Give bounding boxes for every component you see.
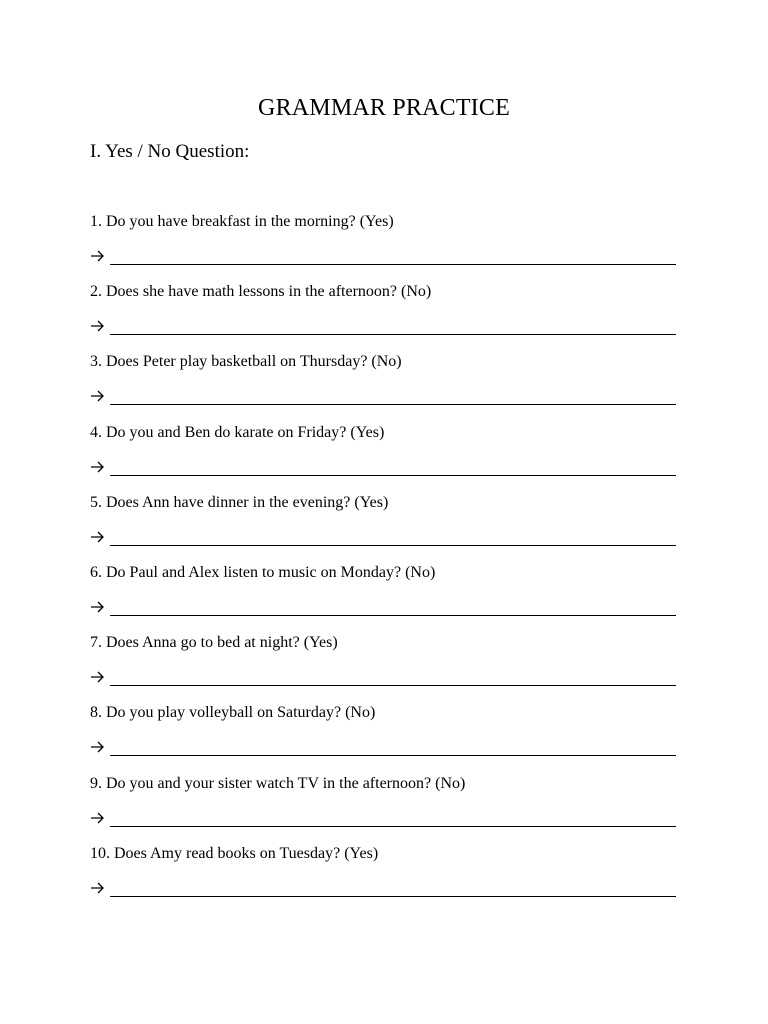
question-text: 4. Do you and Ben do karate on Friday? (Yes) [90, 423, 385, 441]
page-title: GRAMMAR PRACTICE [258, 95, 510, 121]
question-item [90, 563, 676, 633]
question-item [90, 493, 676, 563]
answer-row [90, 879, 676, 899]
arrow-right-icon [90, 249, 106, 263]
question-text: 6. Do Paul and Alex listen to music on Monday? (No) [90, 563, 436, 581]
answer-row [90, 809, 676, 829]
arrow-right-icon [90, 670, 106, 684]
arrow-right-icon [90, 389, 106, 403]
question-item [90, 703, 676, 773]
arrow-right-icon [90, 600, 106, 614]
answer-line[interactable] [110, 896, 676, 897]
question-item [90, 423, 676, 493]
arrow-right-icon [90, 319, 106, 333]
question-list [90, 212, 676, 914]
question-text: 1. Do you have breakfast in the morning? (Yes) [90, 213, 394, 230]
answer-row [90, 317, 676, 337]
question-text: 8. Do you play volleyball on Saturday? (No) [90, 704, 376, 722]
answer-line[interactable] [110, 404, 676, 405]
question-item [90, 212, 676, 282]
arrow-right-icon [90, 460, 106, 474]
question-item [90, 633, 676, 703]
answer-line[interactable] [110, 475, 676, 476]
answer-line[interactable] [110, 264, 676, 265]
answer-line[interactable] [110, 334, 676, 335]
answer-line[interactable] [110, 615, 676, 616]
answer-row [90, 458, 676, 478]
question-text: 5. Does Ann have dinner in the evening? (Yes) [90, 493, 389, 511]
question-item [90, 774, 676, 844]
question-item [90, 844, 676, 914]
question-item [90, 352, 676, 422]
question-text: 9. Do you and your sister watch TV in the afternoon? (No) [90, 774, 466, 792]
answer-row [90, 528, 676, 548]
answer-row [90, 598, 676, 618]
answer-row [90, 387, 676, 407]
answer-line[interactable] [110, 545, 676, 546]
answer-line[interactable] [110, 755, 676, 756]
question-text: 7. Does Anna go to bed at night? (Yes) [90, 634, 338, 652]
answer-row [90, 247, 676, 267]
arrow-right-icon [90, 881, 106, 895]
question-text: 3. Does Peter play basketball on Thursday? (No) [90, 353, 402, 371]
answer-row [90, 668, 676, 688]
answer-line[interactable] [110, 826, 676, 827]
question-text: 10. Does Amy read books on Tuesday? (Yes) [90, 844, 379, 862]
arrow-right-icon [90, 740, 106, 754]
question-item [90, 282, 676, 352]
question-text: 2. Does she have math lessons in the afternoon? (No) [90, 283, 432, 301]
section-heading: I. Yes / No Question: [90, 141, 250, 162]
answer-line[interactable] [110, 685, 676, 686]
arrow-right-icon [90, 530, 106, 544]
answer-row [90, 738, 676, 758]
arrow-right-icon [90, 811, 106, 825]
